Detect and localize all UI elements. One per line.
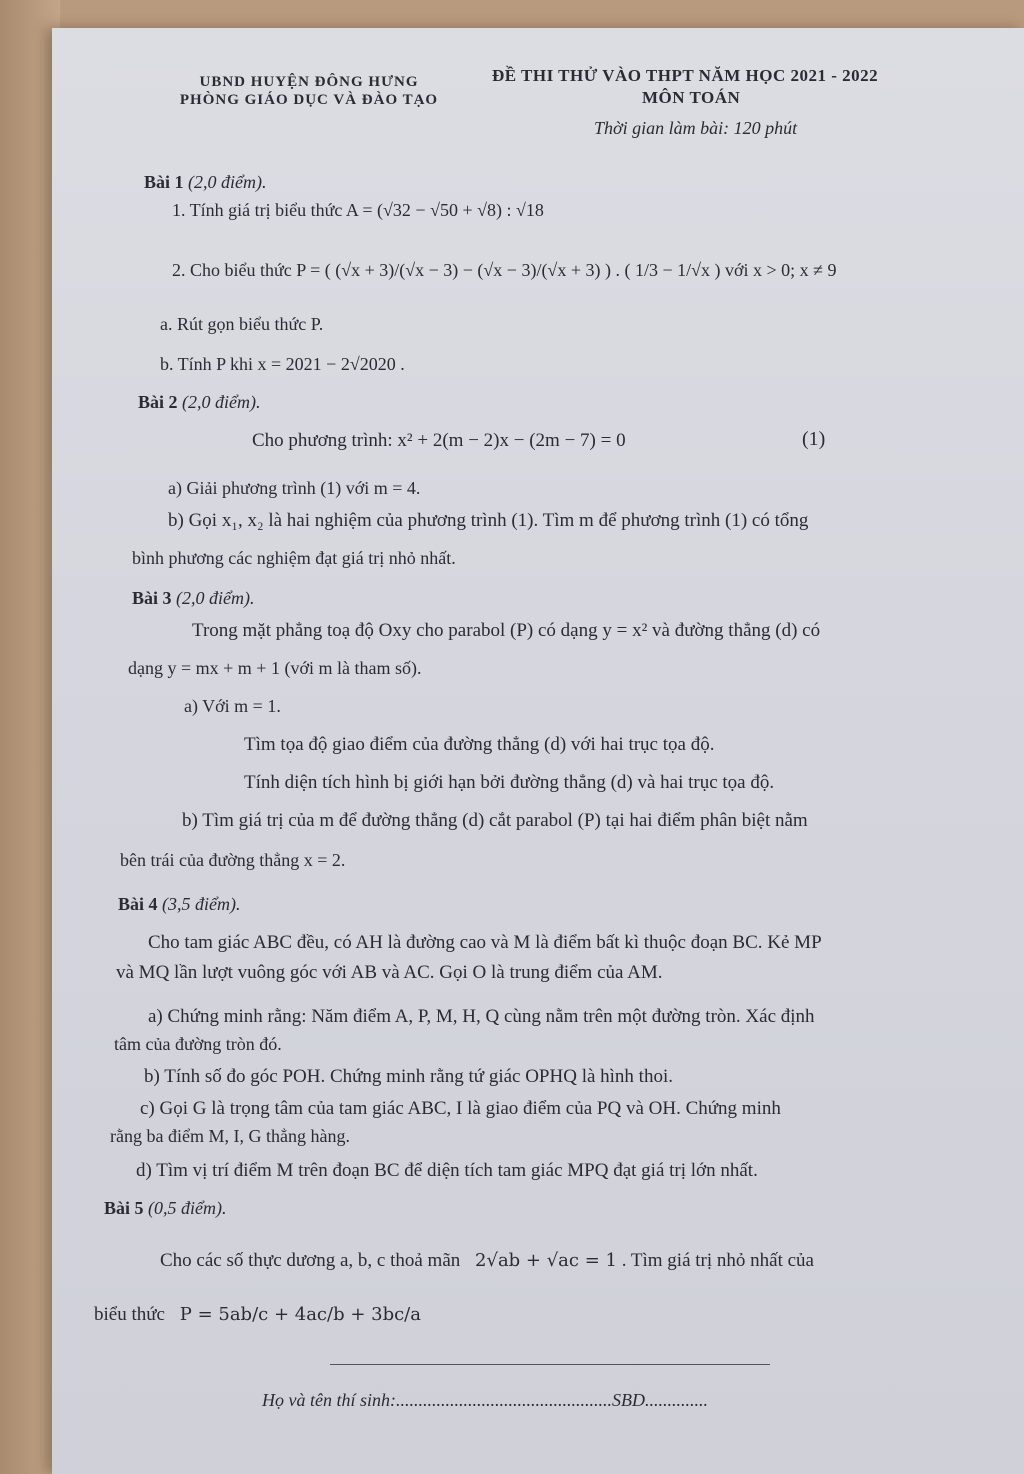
bai4-intro-line2: và MQ lần lượt vuông góc với AB và AC. Gọi O là trung điểm của AM. — [116, 962, 663, 983]
bai5-text-a: Cho các số thực dương a, b, c thoả mãn — [160, 1250, 461, 1271]
bai5-heading: Bài 5 (0,5 điểm). — [104, 1198, 227, 1218]
exam-paper — [52, 28, 1024, 1474]
bai1-qa: a. Rút gọn biểu thức P. — [160, 314, 324, 334]
bai5-line1 — [160, 1250, 814, 1272]
bai4-qd: d) Tìm vị trí điểm M trên đoạn BC để diện tích tam giác MPQ đạt giá trị lớn nhất. — [136, 1160, 758, 1181]
bai5-condition: 2√ab + √ac = 1 — [475, 1250, 617, 1271]
bai5-expression: P = 5ab/c + 4ac/b + 3bc/a — [179, 1304, 421, 1325]
bai4-qb: b) Tính số đo góc POH. Chứng minh rằng tứ giác OPHQ là hình thoi. — [144, 1066, 673, 1087]
bai3-qb-line2: bên trái của đường thẳng x = 2. — [120, 850, 346, 870]
bai3-qa: a) Với m = 1. — [184, 696, 281, 716]
candidate-info-line: Họ và tên thí sinh:................................................SBD.............. — [262, 1390, 708, 1410]
bai3-intro-line2: dạng y = mx + m + 1 (với m là tham số). — [128, 658, 422, 678]
bai1-q1: 1. Tính giá trị biểu thức A = (√32 − √50 + √8) : √18 — [172, 200, 544, 220]
bai3-qa2: Tính diện tích hình bị giới hạn bởi đường thẳng (d) và hai trục tọa độ. — [244, 772, 775, 793]
bai3-intro-line1: Trong mặt phẳng toạ độ Oxy cho parabol (P) có dạng y = x² và đường thẳng (d) có — [192, 620, 821, 641]
bai4-qa-line1: a) Chứng minh rằng: Năm điểm A, P, M, H, Q cùng nằm trên một đường tròn. Xác định — [148, 1006, 815, 1027]
bai5-text-b: . Tìm giá trị nhỏ nhất của — [621, 1250, 814, 1271]
bai5-line2 — [94, 1304, 421, 1326]
bai1-heading: Bài 1 (2,0 điểm). — [144, 172, 267, 192]
equation-number: (1) — [802, 428, 826, 450]
bai5-label: biểu thức — [94, 1304, 165, 1325]
bai2-heading: Bài 2 (2,0 điểm). — [138, 392, 261, 412]
exam-title: ĐỀ THI THỬ VÀO THPT NĂM HỌC 2021 - 2022 — [492, 66, 879, 85]
subject: MÔN TOÁN — [642, 88, 741, 107]
table-surface — [0, 0, 60, 1474]
bai4-heading: Bài 4 (3,5 điểm). — [118, 894, 241, 914]
bai4-qc-line2: rằng ba điểm M, I, G thẳng hàng. — [110, 1126, 350, 1146]
bai2-equation: Cho phương trình: x² + 2(m − 2)x − (2m − 7) = 0 — [252, 430, 626, 451]
bai4-qc-line1: c) Gọi G là trọng tâm của tam giác ABC, I là giao điểm của PQ và OH. Chứng minh — [140, 1098, 781, 1119]
bai2-qa: a) Giải phương trình (1) với m = 4. — [168, 478, 421, 498]
duration: Thời gian làm bài: 120 phút — [594, 118, 798, 138]
bai4-intro-line1: Cho tam giác ABC đều, có AH là đường cao và M là điểm bất kì thuộc đoạn BC. Kẻ MP — [148, 932, 822, 953]
bai1-qb: b. Tính P khi x = 2021 − 2√2020 . — [160, 354, 405, 374]
separator-line — [330, 1364, 770, 1365]
bai4-qa-line2: tâm của đường tròn đó. — [114, 1034, 282, 1054]
bai3-qa1: Tìm tọa độ giao điểm của đường thẳng (d) với hai trục tọa độ. — [244, 734, 715, 755]
bai2-qb-line1: b) Gọi x₁, x₂ là hai nghiệm của phương trình (1). Tìm m để phương trình (1) có tổng — [168, 510, 809, 531]
bai3-qb-line1: b) Tìm giá trị của m để đường thẳng (d) cắt parabol (P) tại hai điểm phân biệt nằm — [182, 810, 808, 831]
org-line1: UBND HUYỆN ĐÔNG HƯNG — [199, 74, 419, 90]
org-line2: PHÒNG GIÁO DỤC VÀ ĐÀO TẠO — [179, 92, 439, 108]
bai3-heading: Bài 3 (2,0 điểm). — [132, 588, 255, 608]
bai2-qb-line2: bình phương các nghiệm đạt giá trị nhỏ nhất. — [132, 548, 456, 568]
bai1-q2: 2. Cho biểu thức P = ( (√x + 3)/(√x − 3) − (√x − 3)/(√x + 3) ) . ( 1/3 − 1/√x ) với x > 0; x ≠ 9 — [172, 260, 837, 280]
